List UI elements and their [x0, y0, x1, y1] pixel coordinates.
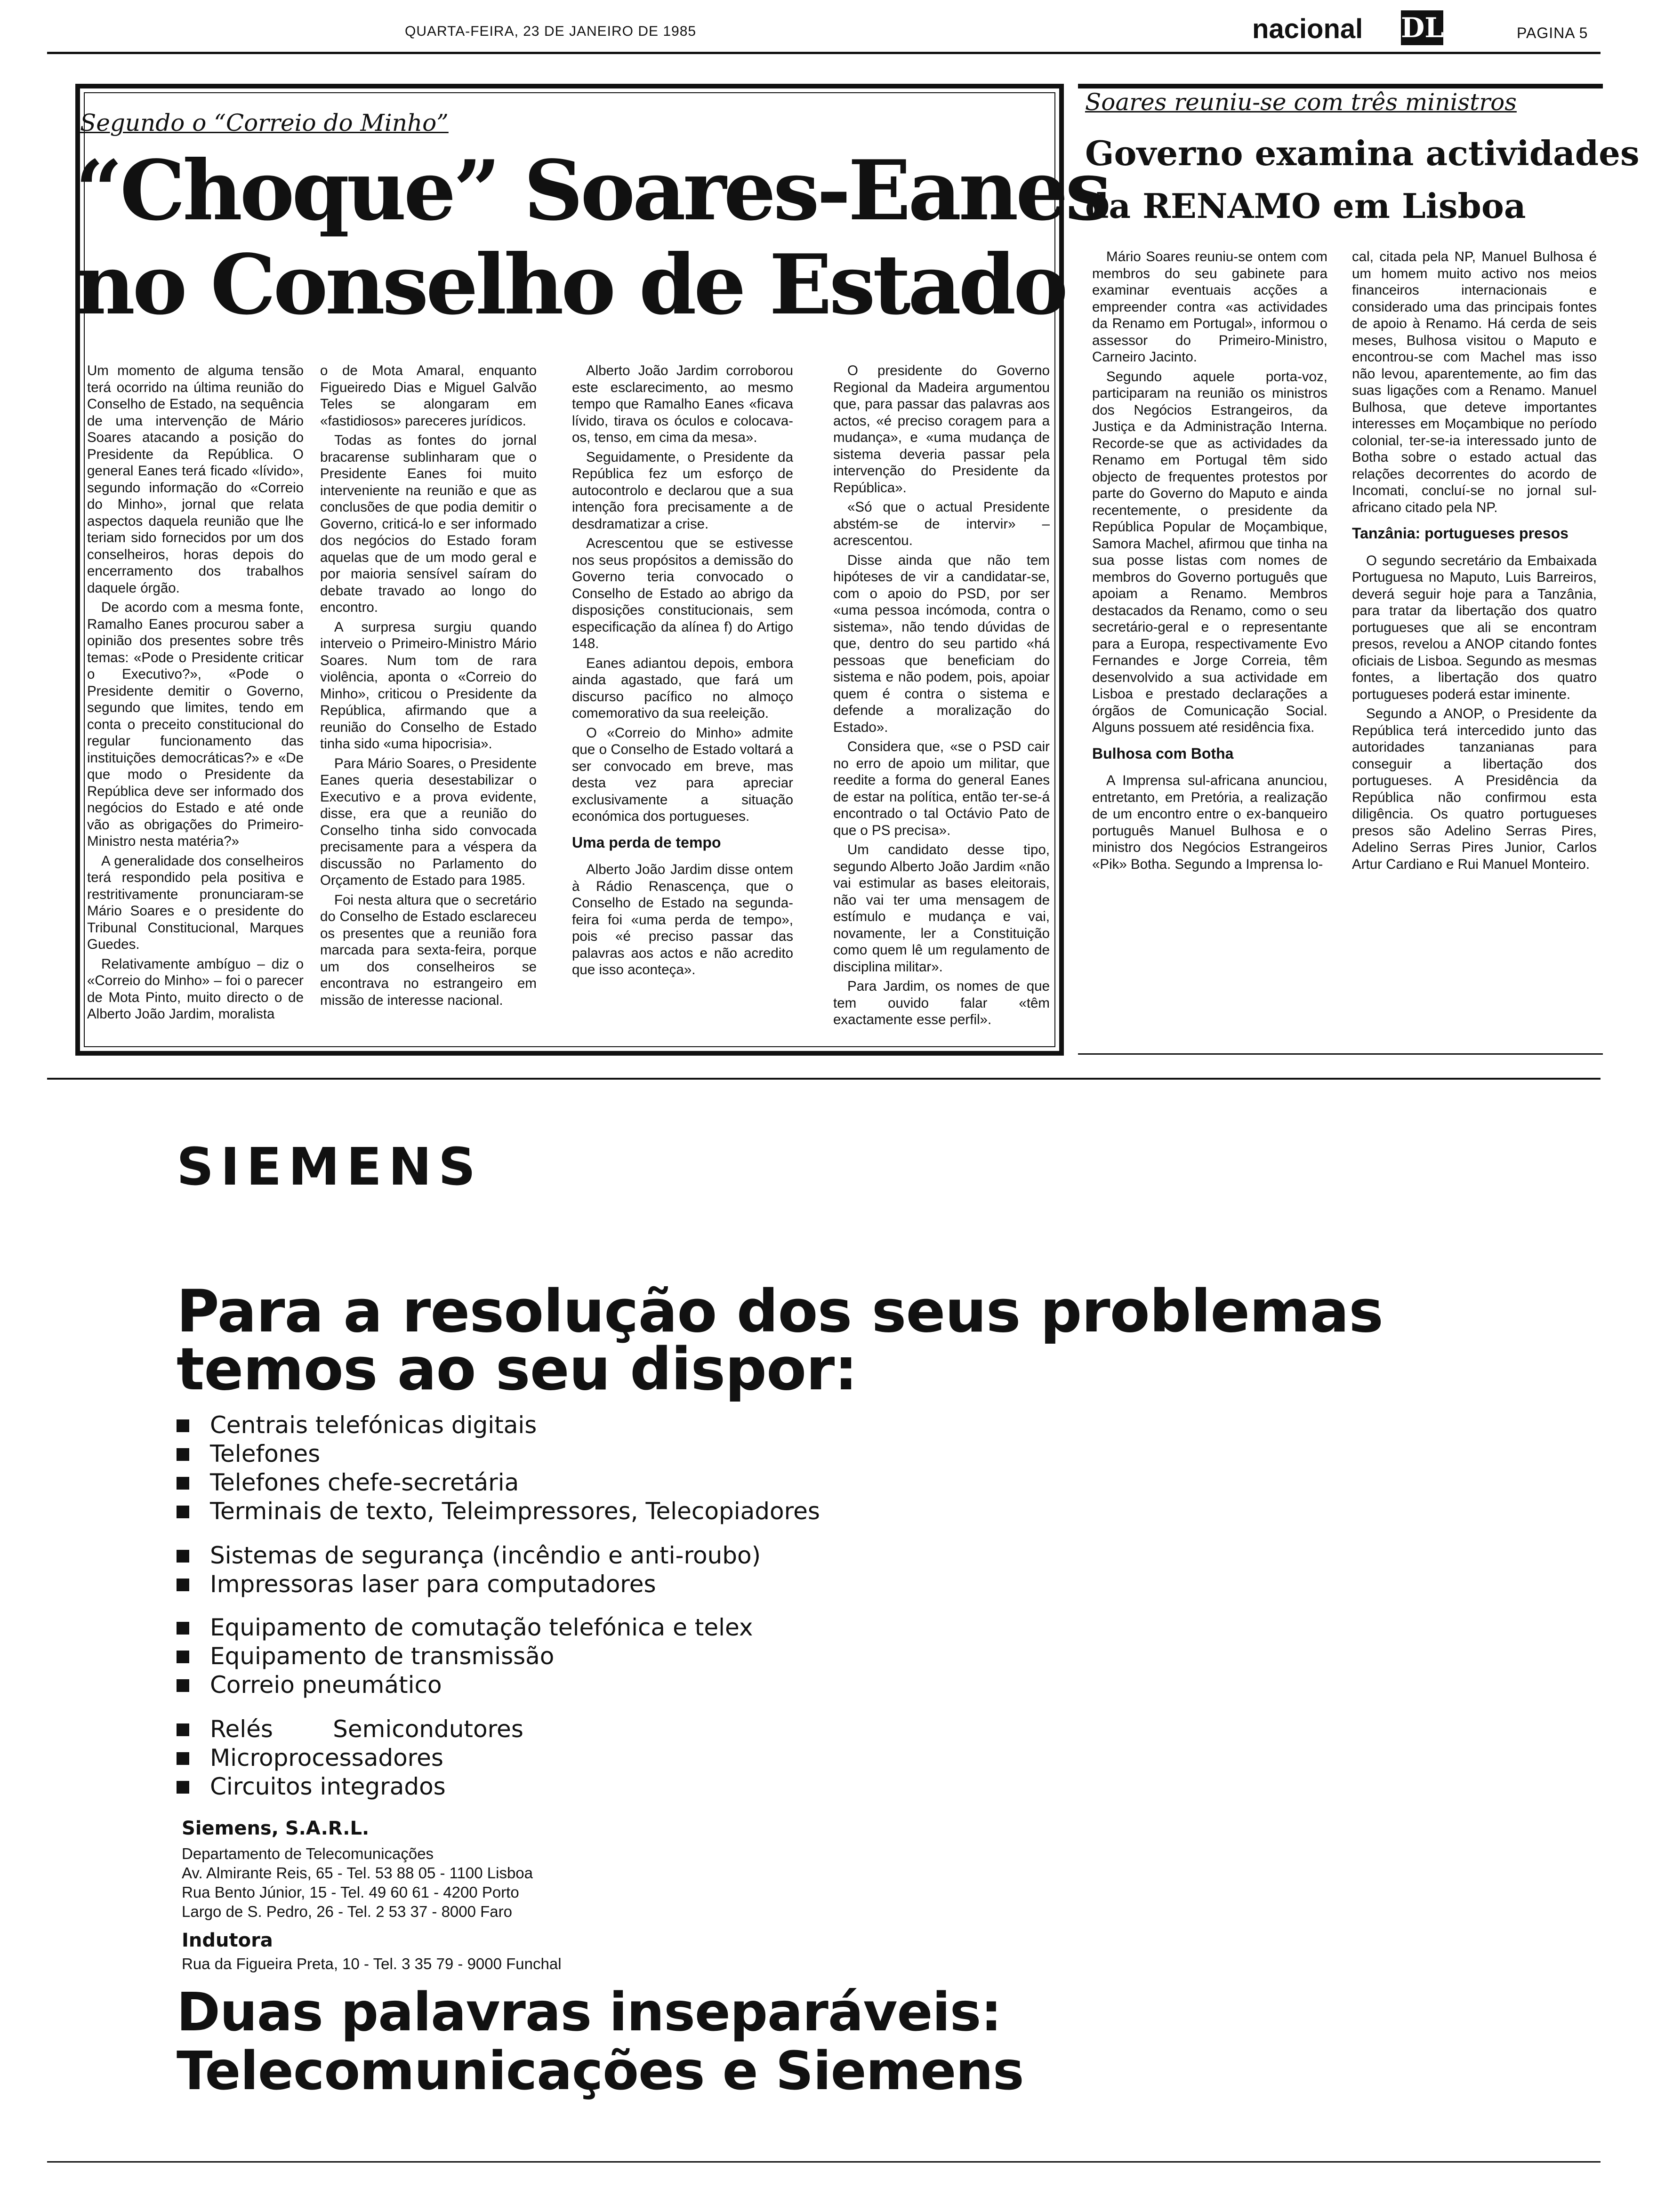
square-bullet-icon	[177, 1419, 189, 1432]
list-item	[177, 1671, 753, 1699]
paragraph: Um momento de alguma tensão terá ocorrido na última reunião do Conselho de Estado, na sequência de uma intervenção de Mário Soares atacando a posição do Presidente da República. O general Eanes terá ficado «lívido», segundo informação do «Correio do Minho», jornal que relata aspectos daquela reunião que lhe teriam sido fornecidos por um dos conselheiros, horas depois do encerramento dos trabalhos daquele órgão.	[87, 363, 304, 596]
square-bullet-icon	[177, 1752, 189, 1765]
list-item-label: Equipamento de comutação telefónica e telex	[210, 1614, 753, 1641]
sidebar-headline-line1: Governo examina actividades	[1085, 133, 1640, 173]
siemens-logo: SIEMENS	[177, 1137, 483, 1197]
sidebar-bottom-rule	[1078, 1053, 1603, 1055]
paragraph: «Só que o actual Presidente abstém-se de intervir» – acrescentou.	[833, 499, 1050, 548]
main-headline-line2: no Conselho de Estado	[75, 237, 1066, 333]
paragraph: Um candidato desse tipo, segundo Alberto João Jardim «não vai estimular as bases eleitorais, não vai ter uma mensagem de estímulo e mudança e vai, novamente, ler a Constituição como quem lê um regulamento de disciplina militar».	[833, 842, 1050, 975]
paragraph: Alberto João Jardim corroborou este esclarecimento, ao mesmo tempo que Ramalho Eanes «ficava lívido, tirava os óculos e colocava-os, tenso, em cima da mesa».	[572, 363, 793, 445]
sidebar-column-1	[1092, 248, 1327, 1053]
paragraph: O presidente do Governo Regional da Madeira argumentou que, para passar das palavras aos actos, «é preciso coragem para a mudança», e «uma mudança de sistema deveria passar pela intervenção do Presidente da República».	[833, 363, 1050, 496]
list-item	[177, 1772, 523, 1801]
paragraph: o de Mota Amaral, enquanto Figueiredo Dias e Miguel Galvão Teles se alongaram em «fastidiosos» pareceres jurídicos.	[320, 363, 537, 429]
sidebar-headline-line2: da RENAMO em Lisboa	[1085, 186, 1526, 226]
list-item-label: Terminais de texto, Teleimpressores, Telecopiadores	[210, 1498, 820, 1525]
main-article-kicker: Segundo o “Correio do Minho”	[80, 109, 449, 136]
main-article-column-3	[572, 362, 793, 1040]
list-item-label: Microprocessadores	[210, 1744, 443, 1771]
square-bullet-icon	[177, 1651, 189, 1663]
advertisement-rule	[47, 1078, 1601, 1080]
list-item-label: Telefones chefe-secretária	[210, 1469, 519, 1496]
list-item	[177, 1468, 820, 1497]
paragraph: Mário Soares reuniu-se ontem com membros do seu gabinete para examinar eventuais acções a empreender contra «as actividades da Renamo em Portugal», informou o assessor do Primeiro-Ministro, Carneiro Jacinto.	[1092, 249, 1327, 365]
sidebar-column-2	[1352, 248, 1597, 1053]
list-item	[177, 1613, 753, 1642]
company2-name: Indutora	[182, 1930, 273, 1951]
address-funchal: Rua da Figueira Preta, 10 - Tel. 3 35 79 - 9000 Funchal	[182, 1955, 562, 1972]
list-item	[177, 1744, 523, 1772]
list-item-label: Telefones	[210, 1440, 321, 1467]
main-headline-line1: “Choque” Soares-Eanes	[75, 143, 1109, 239]
product-list-group-2	[177, 1541, 761, 1599]
product-list-group-3	[177, 1613, 753, 1699]
product-list-group-1	[177, 1411, 820, 1526]
list-item	[177, 1411, 820, 1440]
product-list-group-4	[177, 1715, 523, 1801]
square-bullet-icon	[177, 1506, 189, 1518]
ad-tagline-line2: Telecomunicações e Siemens	[177, 2041, 1024, 2102]
paragraph: Considera que, «se o PSD cair no erro de apoio um militar, que reedite a forma do general Eanes de estar na política, então ter-se-á encontrado o tal Octávio Pato de que o PS precisa».	[833, 739, 1050, 838]
paragraph: A generalidade dos conselheiros terá respondido pela positiva e restritivamente pronunciaram-se Mário Soares e o presidente do Tribunal Constitucional, Marques Guedes.	[87, 853, 304, 952]
paragraph: Relativamente ambíguo – diz o «Correio do Minho» – foi o parecer de Mota Pinto, muito directo o de Alberto João Jardim, moralista	[87, 956, 304, 1022]
paragraph: Eanes adiantou depois, embora ainda agastado, que fará um discurso pacífico no almoço comemorativo da sua reeleição.	[572, 655, 793, 721]
newspaper-logo: DL	[1401, 10, 1443, 45]
list-item-label: Equipamento de transmissão	[210, 1643, 555, 1670]
square-bullet-icon	[177, 1448, 189, 1461]
main-article-column-1	[87, 362, 304, 1040]
list-item	[177, 1541, 761, 1570]
sidebar-article-kicker: Soares reuniu-se com três ministros	[1085, 88, 1517, 116]
ad-headline-line1: Para a resolução dos seus problemas	[177, 1278, 1383, 1346]
address-lisboa: Av. Almirante Reis, 65 - Tel. 53 88 05 - 1100 Lisboa	[182, 1864, 533, 1882]
list-item-label: Sistemas de segurança (incêndio e anti-roubo)	[210, 1542, 761, 1569]
list-item-label: Relés Semicondutores	[210, 1715, 523, 1743]
paragraph: Alberto João Jardim disse ontem à Rádio Renascença, que o Conselho de Estado na segunda-feira foi «uma perda de tempo», pois «é preciso passar das palavras aos actos e não acredito que isso aconteça».	[572, 862, 793, 978]
section-name: nacional	[1252, 14, 1363, 44]
paragraph: O «Correio do Minho» admite que o Conselho de Estado voltará a ser convocado em breve, mas desta vez para apreciar exclusivamente a situação económica dos portugueses.	[572, 725, 793, 824]
list-item	[177, 1440, 820, 1468]
paragraph: A Imprensa sul-africana anunciou, entretanto, em Pretória, a realização de um encontro entre o ex-banqueiro português Manuel Bulhosa e o ministro dos Negócios Estrangeiros «Pik» Botha. Segundo a Imprensa lo-	[1092, 773, 1327, 872]
list-item-label: Impressoras laser para computadores	[210, 1571, 656, 1598]
ad-headline-line2: temos ao seu dispor:	[177, 1336, 857, 1403]
ad-tagline-line1: Duas palavras inseparáveis:	[177, 1982, 1002, 2043]
square-bullet-icon	[177, 1477, 189, 1490]
paragraph: Foi nesta altura que o secretário do Conselho de Estado esclareceu os presentes que a reunião fora marcada para sexta-feira, porque um dos conselheiros se encontrava no estrangeiro em missão de interesse nacional.	[320, 892, 537, 1008]
square-bullet-icon	[177, 1679, 189, 1692]
department-name: Departamento de Telecomunicações	[182, 1845, 434, 1862]
paragraph: Todas as fontes do jornal bracarense sublinharam que o Presidente Eanes foi muito interveniente na reunião e que as conclusões de que podia demitir o Governo, criticá-lo e ser informado dos negócios do Estado foram aquelas que de um modo geral e por maioria sensível saíram do debate travado ao longo do encontro.	[320, 433, 537, 615]
list-item-label: Centrais telefónicas digitais	[210, 1411, 537, 1439]
list-item-label: Circuitos integrados	[210, 1773, 446, 1800]
list-item	[177, 1642, 753, 1671]
list-item	[177, 1497, 820, 1526]
paragraph: De acordo com a mesma fonte, Ramalho Eanes procurou saber a opinião dos presentes sobre três temas: «Pode o Presidente criticar o Executivo?», «Pode o Presidente demitir o Governo, segundo que limites, tendo em conta o preceito constitucional do regular funcionamento das instituições democráticas?» e «De que modo o Presidente da República deve ser informado dos negócios do Estado e até onde vão as obrigações do Primeiro-Ministro nesta matéria?»	[87, 600, 304, 849]
list-item	[177, 1715, 523, 1744]
page-number: PAGINA 5	[1517, 24, 1588, 41]
paragraph: A surpresa surgiu quando interveio o Primeiro-Ministro Mário Soares. Num tom de rara violência, aponta o «Correio do Minho», criticou o Presidente da República, afirmando que a reunião do Conselho de Estado tinha sido «uma hipocrisia».	[320, 619, 537, 752]
paragraph: Disse ainda que não tem hipóteses de vir a candidatar-se, com o apoio do PSD, por ser «uma pessoa incómoda, contra o sistema», não tendo dúvidas de que, dentro do seu partido «há pessoas que beneficiam do sistema e não podem, pois, apoiar quem é contra o sistema e defende a moralização do Estado».	[833, 552, 1050, 735]
square-bullet-icon	[177, 1579, 189, 1591]
paragraph: Acrescentou que se estivesse nos seus propósitos a demissão do Governo teria convocado o Conselho de Estado ao abrigo da disposições constitucionais, sem especificação da alínea f) do Artigo 148.	[572, 536, 793, 651]
list-item-label: Correio pneumático	[210, 1671, 442, 1699]
sidebar-top-rule	[1078, 84, 1603, 88]
subheading: Tanzânia: portugueses presos	[1352, 525, 1569, 542]
header-rule	[47, 52, 1601, 54]
square-bullet-icon	[177, 1550, 189, 1563]
list-item	[177, 1570, 761, 1599]
square-bullet-icon	[177, 1781, 189, 1794]
square-bullet-icon	[177, 1723, 189, 1736]
paragraph: Segundo aquele porta-voz, participaram na reunião os ministros dos Negócios Estrangeiros, da Justiça e da Administração Interna. Recorde-se que as actividades da Renamo em Portugal têm sido objecto de frequentes protestos por parte do Governo do Maputo e ainda recentemente, o presidente da República Popular de Moçambique, Samora Machel, afirmou que tinha na sua posse listas com nomes de membros do Governo português que apoiam a Renamo. Membros destacados da Renamo, como o seu secretário-geral e o representante para a Europa, respectivamente Evo Fernandes e Jorge Correia, têm desenvolvido a sua actividade em Lisboa e prestado declarações a órgãos de Comunicação Social. Alguns possuem até residência fixa.	[1092, 369, 1327, 735]
company-address-block	[182, 1844, 533, 1921]
square-bullet-icon	[177, 1622, 189, 1635]
paragraph: Seguidamente, o Presidente da República fez um esforço de autocontrolo e declarou que a sua intenção fora precisamente a de desdramatizar a crise.	[572, 449, 793, 532]
paragraph: cal, citada pela NP, Manuel Bulhosa é um homem muito activo nos meios financeiros internacionais e considerado uma das principais fontes de apoio à Renamo. Há cerda de seis meses, Bulhosa visitou o Maputo e encontrou-se com Machel mas isso não levou, aparentemente, ao fim das suas ligações com a Renamo. Manuel Bulhosa, que deteve importantes interesses em Moçambique no período colonial, ter-se-ia interessado junto de Botha sobre o estado actual das relações decorrentes do acordo de Incomati, concluí-se no jornal sul-africano citado pela NP.	[1352, 249, 1597, 515]
page-bottom-rule	[47, 2161, 1601, 2163]
address-porto: Rua Bento Júnior, 15 - Tel. 49 60 61 - 4200 Porto	[182, 1883, 519, 1901]
paragraph: Para Mário Soares, o Presidente Eanes queria desestabilizar o Executivo e a prova evidente, disse, era que a reunião do Conselho tinha sido convocada precisamente para a véspera da discussão no Parlamento do Orçamento de Estado para 1985.	[320, 755, 537, 888]
page-date: QUARTA-FEIRA, 23 DE JANEIRO DE 1985	[405, 24, 697, 39]
company-name: Siemens, S.A.R.L.	[182, 1818, 370, 1839]
paragraph: O segundo secretário da Embaixada Portuguesa no Maputo, Luis Barreiros, deverá seguir hoje para a Tanzânia, para tratar da libertação dos quatro portugueses que ali se encontram presos, revelou a ANOP citando fontes oficiais de Lisboa. Segundo as mesmas fontes, a libertação dos quatro portugueses poderá estar iminente.	[1352, 553, 1597, 702]
paragraph: Para Jardim, os nomes de que tem ouvido falar «têm exactamente esse perfil».	[833, 978, 1050, 1027]
paragraph: Segundo a ANOP, o Presidente da República terá intercedido junto das autoridades tanzanianas para conseguir a libertação dos portugueses. A Presidência da República não confirmou esta diligência. Os quatro portugueses presos são Adelino Serras Pires, Adelino Serras Pires Junior, Carlos Artur Cardiano e Rui Manuel Monteiro.	[1352, 706, 1597, 872]
subheading: Bulhosa com Botha	[1092, 745, 1234, 762]
address-faro: Largo de S. Pedro, 26 - Tel. 2 53 37 - 8000 Faro	[182, 1903, 513, 1920]
main-article-column-4	[833, 362, 1050, 1040]
main-article-column-2	[320, 362, 537, 1040]
subheading: Uma perda de tempo	[572, 834, 721, 851]
